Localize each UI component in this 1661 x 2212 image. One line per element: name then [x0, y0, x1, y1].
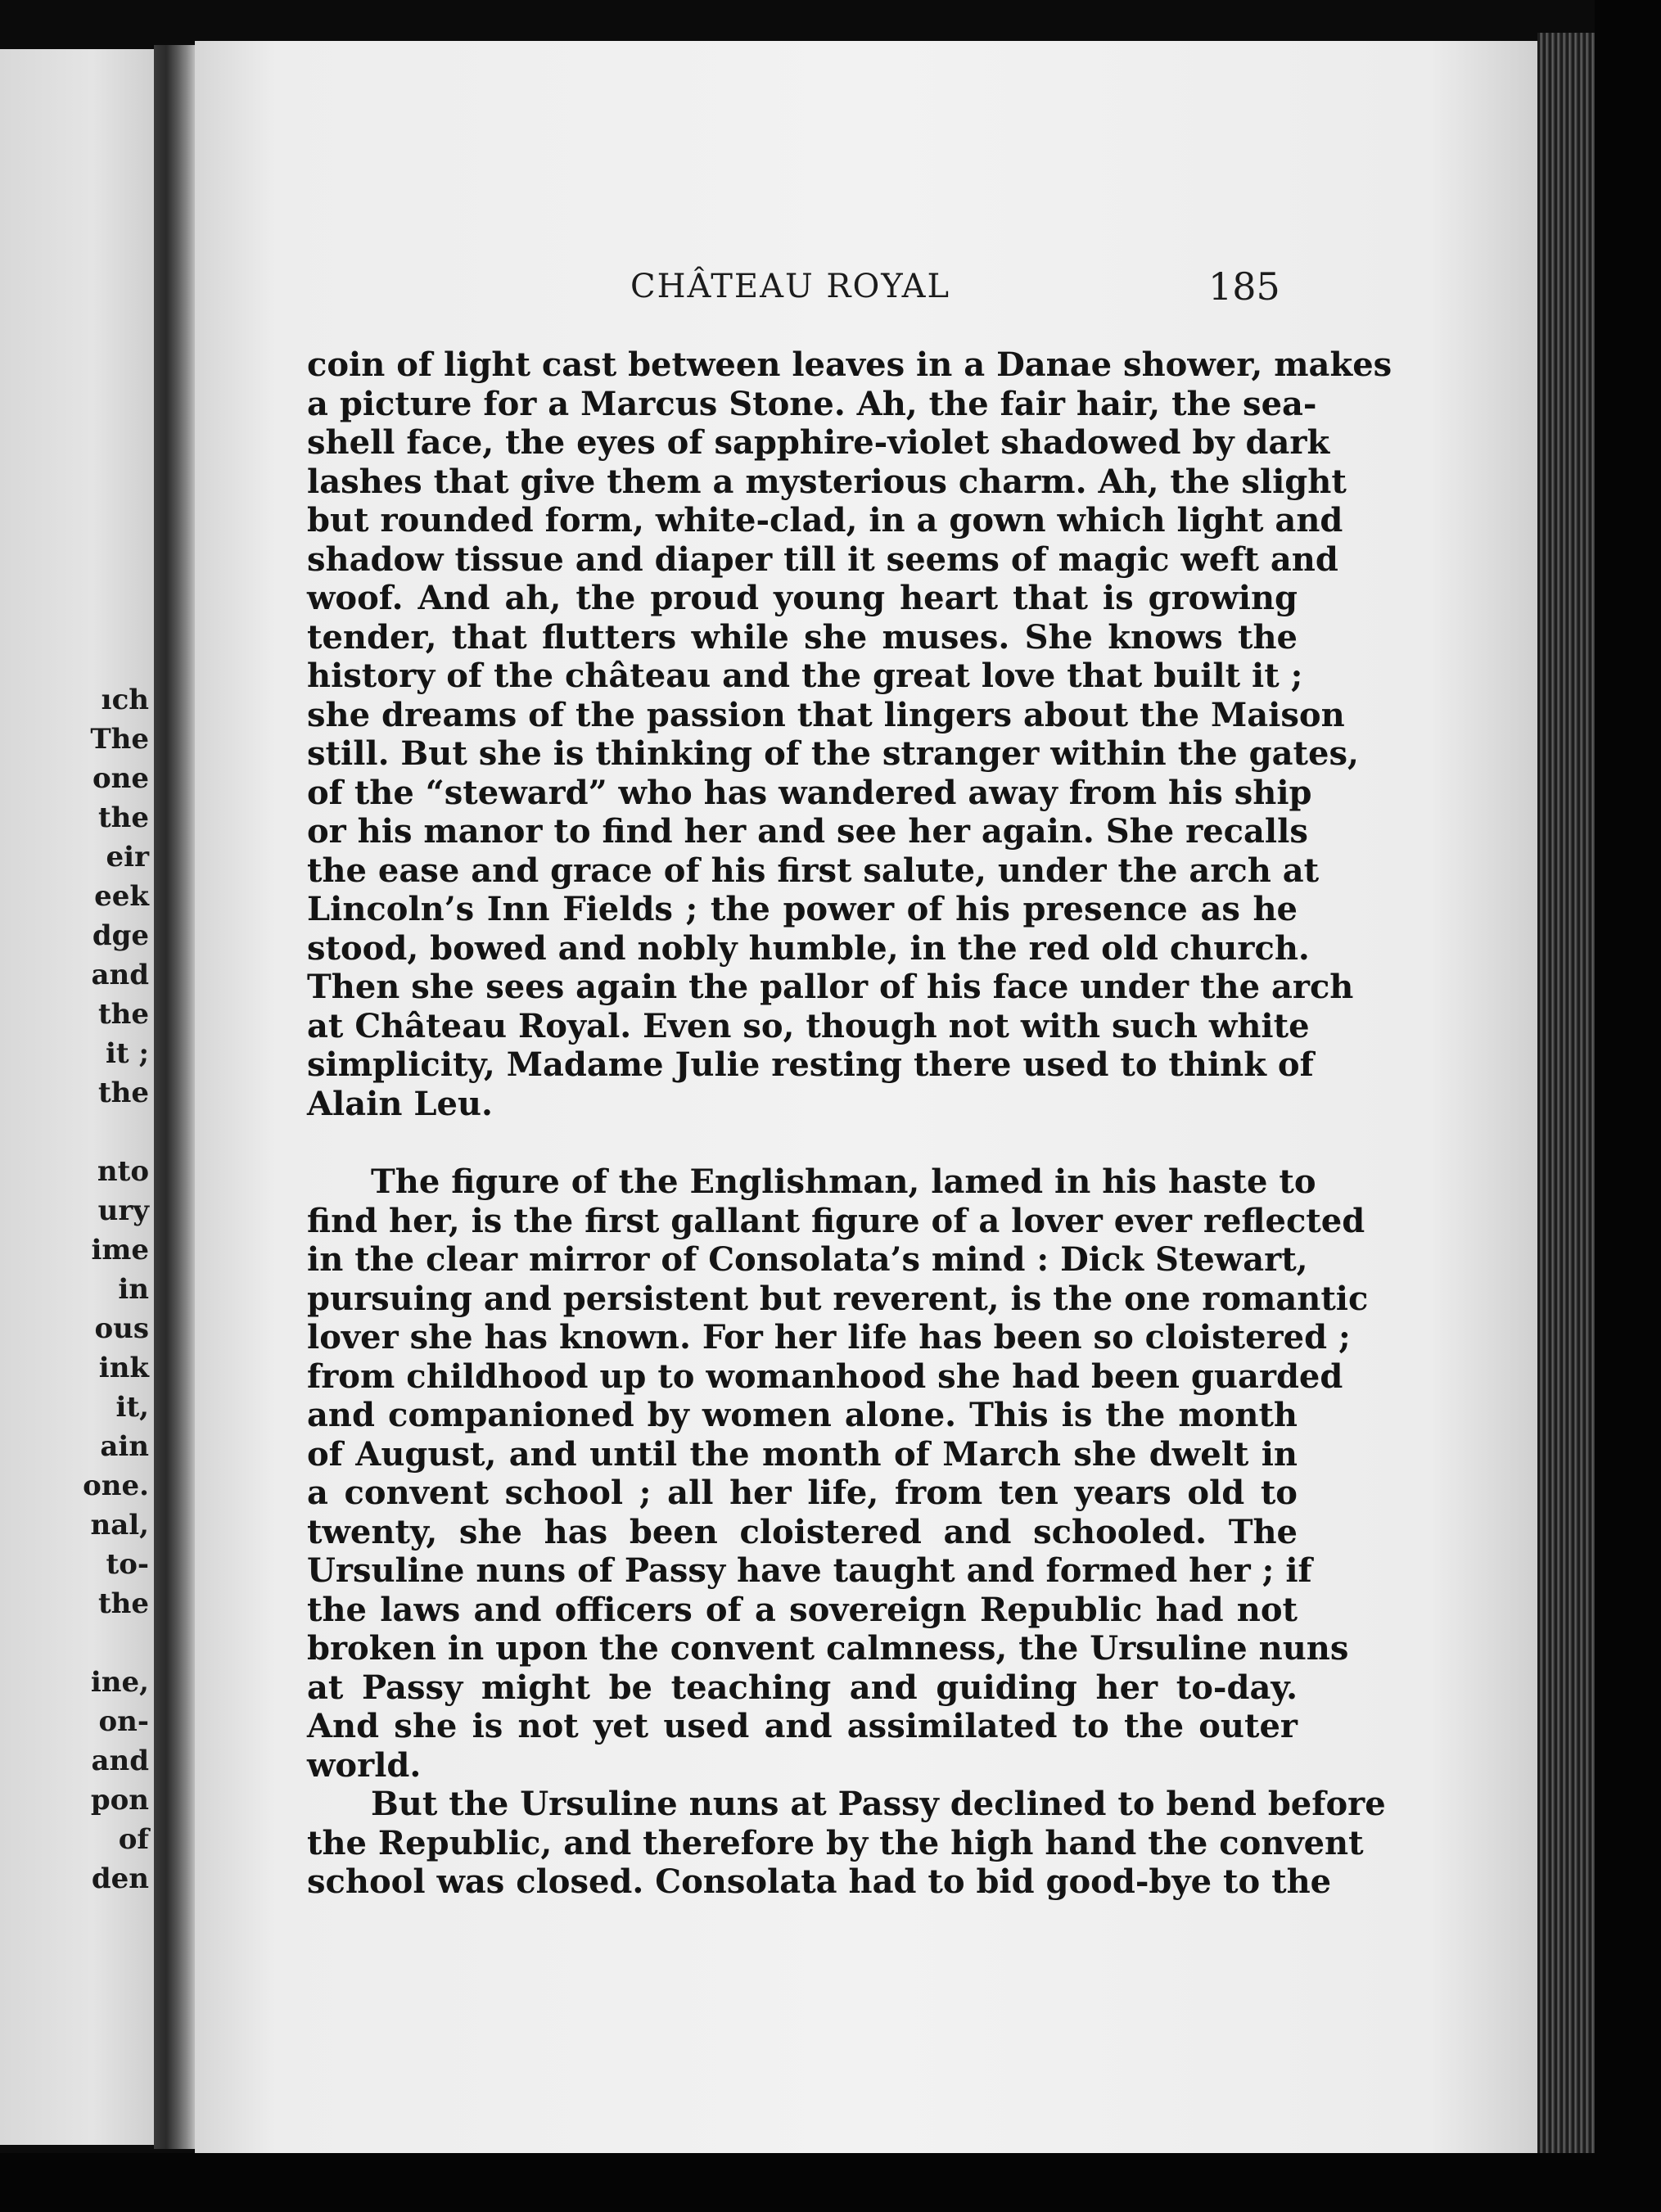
text-line: of August, and until the month of March she dwelt in [307, 1434, 1298, 1474]
previous-page-fragment: the [97, 1077, 149, 1109]
text-line: twenty, she has been cloistered and schooled. The [307, 1512, 1298, 1551]
text-line: tender, that flutters while she muses. She knows the [307, 617, 1298, 657]
text-line: the ease and grace of his first salute, under the arch at [307, 851, 1320, 890]
previous-page-fragment: ime [91, 1234, 149, 1266]
previous-page-fragment: in [118, 1273, 149, 1306]
previous-page-fragment: the [97, 801, 149, 834]
text-line: from childhood up to womanhood she had been guarded [307, 1357, 1343, 1396]
text-line: world. [307, 1745, 422, 1785]
text-line: still. But she is thinking of the stranger within the gates, [307, 734, 1359, 773]
text-line: coin of light cast between leaves in a Danae shower, makes [307, 345, 1392, 384]
paragraph-gap [307, 1123, 1298, 1162]
previous-page-fragment: dge [92, 919, 149, 952]
text-line: but rounded form, white-clad, in a gown which light and [307, 501, 1343, 539]
text-line: a convent school ; all her life, from ten years old to [307, 1474, 1298, 1512]
text-line: school was closed. Consolata had to bid good-bye to the [307, 1862, 1332, 1901]
previous-page-fragment: of [118, 1823, 149, 1856]
previous-page-fragment: ine, [90, 1666, 149, 1699]
previous-page-fragment: pon [90, 1784, 149, 1817]
page-number: 185 [1208, 264, 1280, 309]
text-line: of the “steward” who has wandered away from his ship [307, 773, 1312, 812]
text-line: But the Ursuline nuns at Passy declined to bend before [371, 1785, 1386, 1823]
previous-page-fragment: ury [97, 1194, 149, 1227]
page-header [195, 233, 1537, 309]
paragraph [307, 345, 1392, 1123]
text-line: And she is not yet used and assimilated to the outer [307, 1707, 1298, 1745]
previous-page-fragment: the [97, 998, 149, 1031]
page-edges-stack [1537, 33, 1595, 2161]
book-page [195, 41, 1537, 2153]
paragraph [307, 1785, 1386, 1902]
previous-page-edge [0, 49, 154, 2145]
text-line: at Passy might be teaching and guiding her to-day. [307, 1668, 1298, 1707]
previous-page-fragment: it, [115, 1391, 149, 1424]
text-line: shell face, the eyes of sapphire-violet shadowed by dark [307, 423, 1330, 462]
previous-page-fragment: on- [98, 1705, 149, 1738]
previous-page-fragment: nal, [90, 1509, 149, 1542]
text-line: or his manor to find her and see her again. She recalls [307, 812, 1308, 851]
text-line: pursuing and persistent but reverent, is the one romantic [307, 1279, 1369, 1318]
text-line: she dreams of the passion that lingers about the Maison [307, 695, 1345, 734]
previous-page-fragment: eek [94, 880, 149, 913]
previous-page-fragment: one. [83, 1469, 149, 1502]
previous-page-fragment: one [92, 762, 149, 795]
text-line: history of the château and the great love that built it ; [307, 657, 1303, 695]
paragraph [307, 1162, 1369, 1785]
previous-page-fragment: the [97, 1587, 149, 1620]
previous-page-fragment: den [91, 1862, 149, 1895]
text-line: the laws and officers of a sovereign Republic had not [307, 1590, 1298, 1629]
text-line: a picture for a Marcus Stone. Ah, the fair hair, the sea- [307, 384, 1317, 423]
scan-border-bottom [0, 2153, 1661, 2212]
text-line: in the clear mirror of Consolata’s mind : Dick Stewart, [307, 1240, 1308, 1279]
previous-page-fragment: ain [100, 1430, 149, 1463]
previous-page-fragment: ıch [101, 684, 149, 716]
previous-page-fragment: to- [106, 1548, 149, 1581]
book-gutter-shadow [154, 45, 195, 2149]
previous-page-fragment: nto [97, 1155, 149, 1188]
text-line: simplicity, Madame Julie resting there used to think of [307, 1045, 1314, 1084]
text-line: The figure of the Englishman, lamed in his haste to [371, 1162, 1316, 1201]
text-line: broken in upon the convent calmness, the Ursuline nuns [307, 1629, 1349, 1668]
previous-page-fragment: ous [94, 1312, 149, 1345]
previous-page-fragment: and [91, 1745, 149, 1777]
text-line: find her, is the first gallant figure of a lover ever reflected [307, 1201, 1365, 1240]
text-line: shadow tissue and diaper till it seems of magic weft and [307, 539, 1338, 579]
previous-page-fragment: eir [106, 841, 149, 874]
running-head: CHÂTEAU ROYAL [630, 268, 951, 305]
page-body-text [307, 345, 1392, 1902]
text-line: Lincoln’s Inn Fields ; the power of his presence as he [307, 890, 1298, 928]
previous-page-fragment: The [90, 723, 149, 756]
scan-border-right [1595, 0, 1661, 2212]
text-line: Then she sees again the pallor of his face under the arch [307, 968, 1354, 1006]
text-line: Ursuline nuns of Passy have taught and formed her ; if [307, 1551, 1312, 1590]
text-line: lover she has known. For her life has been so cloistered ; [307, 1318, 1351, 1357]
text-line: and companioned by women alone. This is the month [307, 1396, 1298, 1434]
text-line: lashes that give them a mysterious charm. Ah, the slight [307, 462, 1347, 501]
previous-page-fragment: ink [98, 1352, 149, 1384]
text-line: woof. And ah, the proud young heart that is growing [307, 579, 1298, 617]
text-line: at Château Royal. Even so, though not with such white [307, 1006, 1310, 1045]
text-line: Alain Leu. [307, 1084, 493, 1123]
text-line: the Republic, and therefore by the high hand the convent [307, 1823, 1364, 1862]
text-line: stood, bowed and nobly humble, in the red old church. [307, 928, 1310, 968]
previous-page-fragment: and [91, 959, 149, 991]
previous-page-fragment: it ; [105, 1037, 149, 1070]
